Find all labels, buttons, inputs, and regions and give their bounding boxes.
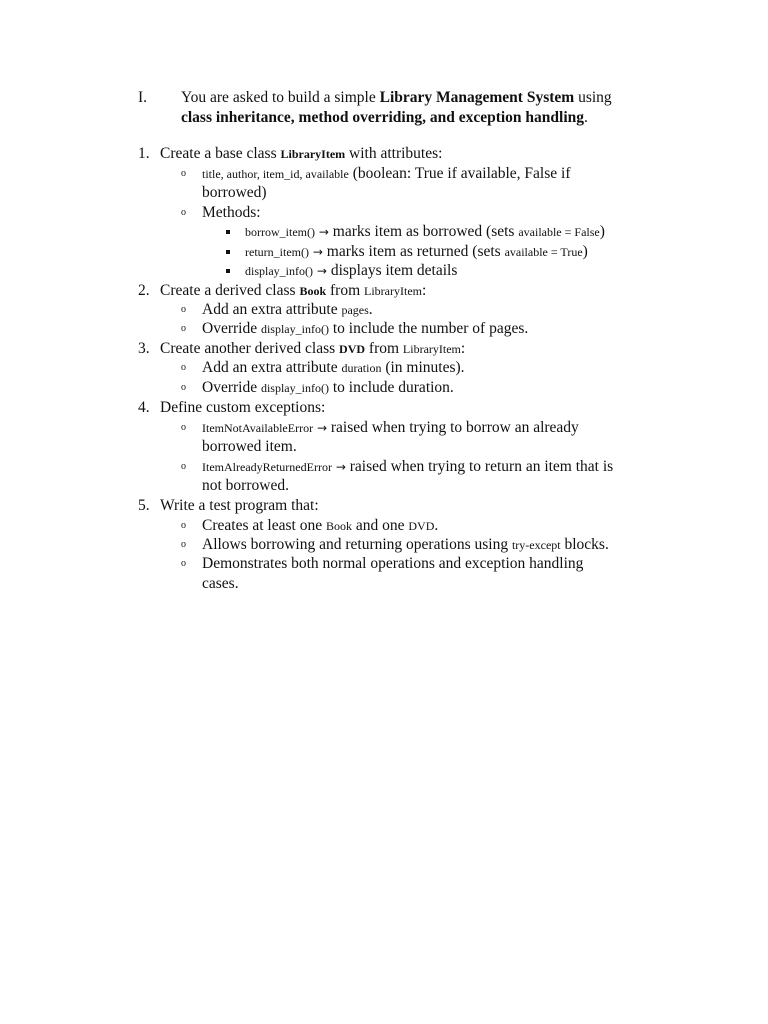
step-5-item-b: Allows borrowing and returning operations using try-except blocks. (202, 536, 609, 553)
circle-bullet: o (181, 207, 186, 218)
step-2-item-a: Add an extra attribute pages. (202, 301, 373, 318)
square-bullet (226, 230, 230, 234)
circle-bullet: o (181, 323, 186, 334)
step-5-number: 5. (138, 497, 150, 514)
circle-bullet: o (181, 422, 186, 433)
step-1-text: Create a base class LibraryItem with attributes: (160, 145, 443, 162)
circle-bullet: o (181, 539, 186, 550)
square-bullet (226, 269, 230, 273)
exception-item-already-returned-cont: not borrowed. (202, 477, 289, 494)
step-5-item-a: Creates at least one Book and one DVD. (202, 517, 439, 534)
circle-bullet: o (181, 168, 186, 179)
circle-bullet: o (181, 520, 186, 531)
step-2-number: 2. (138, 282, 150, 299)
circle-bullet: o (181, 558, 186, 569)
method-display-info: display_info() → displays item details (245, 262, 458, 279)
circle-bullet: o (181, 362, 186, 373)
step-1-number: 1. (138, 145, 150, 162)
step-1-attributes: title, author, item_id, available (boolean: True if available, False if (202, 165, 571, 182)
heading-line-1: You are asked to build a simple Library Management System using (181, 89, 612, 106)
step-3-text: Create another derived class DVD from LibraryItem: (160, 340, 466, 357)
step-2-text: Create a derived class Book from LibraryItem: (160, 282, 427, 299)
step-1-attributes-cont: borrowed) (202, 184, 267, 201)
method-borrow-item: borrow_item() → marks item as borrowed (sets available = False) (245, 223, 605, 240)
step-3-number: 3. (138, 340, 150, 357)
heading-marker: I. (138, 89, 148, 106)
exception-item-not-available: ItemNotAvailableError → raised when trying to borrow an already (202, 419, 579, 436)
step-3-item-b: Override display_info() to include duration. (202, 379, 454, 396)
step-5-text: Write a test program that: (160, 497, 319, 514)
circle-bullet: o (181, 461, 186, 472)
circle-bullet: o (181, 304, 186, 315)
exception-item-not-available-cont: borrowed item. (202, 438, 297, 455)
heading-line-2: class inheritance, method overriding, and exception handling. (181, 109, 588, 126)
method-return-item: return_item() → marks item as returned (sets available = True) (245, 243, 588, 260)
exception-item-already-returned: ItemAlreadyReturnedError → raised when trying to return an item that is (202, 458, 614, 475)
square-bullet (226, 250, 230, 254)
step-5-item-c-cont: cases. (202, 575, 239, 592)
step-3-item-a: Add an extra attribute duration (in minutes). (202, 359, 465, 376)
step-4-text: Define custom exceptions: (160, 399, 326, 416)
step-5-item-c: Demonstrates both normal operations and exception handling (202, 555, 584, 572)
step-1-methods: Methods: (202, 204, 261, 221)
step-2-item-b: Override display_info() to include the number of pages. (202, 320, 529, 337)
step-4-number: 4. (138, 399, 150, 416)
circle-bullet: o (181, 382, 186, 393)
